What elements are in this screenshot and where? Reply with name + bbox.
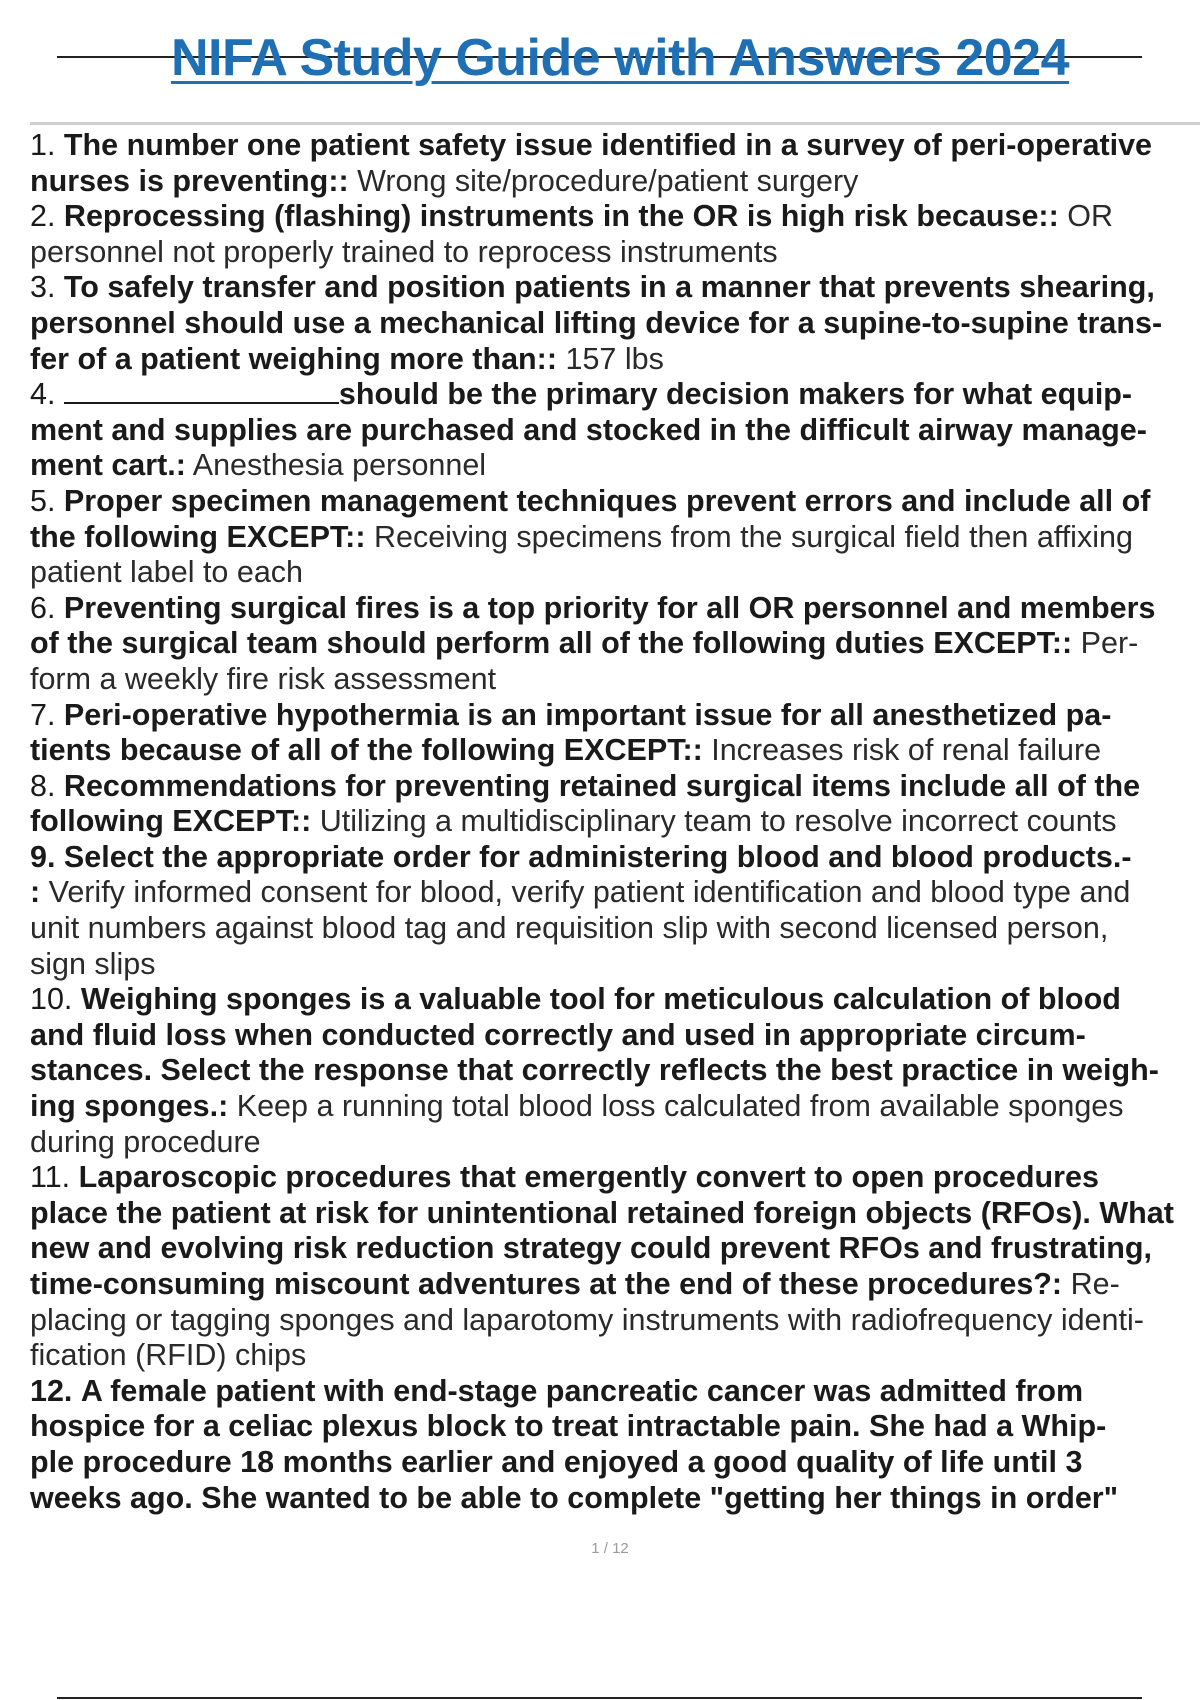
question-text: Select the appropriate order for administering blood and blood products.-	[63, 839, 1132, 874]
page-number: 1 / 12	[591, 1540, 629, 1557]
item-number: 3.	[30, 270, 56, 305]
question-text: Weighing sponges is a valuable tool for meticulous calculation of blood	[80, 982, 1121, 1017]
question-text: hospice for a celiac plexus block to treat intractable pain. She had a Whip-	[30, 1409, 1107, 1444]
item-number: 9.	[30, 839, 56, 874]
item-number: 6.	[30, 590, 56, 625]
question-text: :	[30, 875, 41, 910]
qa-item-2	[30, 199, 1200, 270]
bottom-rule	[57, 1697, 1142, 1699]
answer-text: Per-	[1080, 626, 1139, 661]
question-text: of the surgical team should perform all of the following duties EXCEPT::	[30, 626, 1073, 661]
answer-text: sign slips	[30, 946, 156, 981]
answer-text: OR	[1067, 199, 1113, 234]
item-number: 11.	[30, 1160, 71, 1195]
qa-item-6	[30, 591, 1200, 698]
question-text: fer of a patient weighing more than::	[30, 341, 557, 376]
item-number: 10.	[30, 982, 73, 1017]
question-text: following EXCEPT::	[30, 804, 312, 839]
question-text: Peri-operative hypothermia is an important issue for all anesthetized pa-	[63, 697, 1112, 732]
answer-text: personnel not properly trained to reprocess instruments	[30, 234, 778, 269]
question-text: Laparoscopic procedures that emergently convert to open procedures	[78, 1160, 1099, 1195]
question-text: ment and supplies are purchased and stocked in the difficult airway manage-	[30, 412, 1147, 447]
qa-item-10	[30, 982, 1200, 1160]
qa-item-7	[30, 698, 1200, 769]
qa-item-5	[30, 484, 1200, 591]
answer-text: patient label to each	[30, 555, 304, 590]
question-text: nurses is preventing::	[30, 163, 349, 198]
question-text: Proper specimen management techniques prevent errors and include all of	[63, 483, 1151, 518]
question-text: To safely transfer and position patients in a manner that prevents shearing,	[63, 270, 1155, 305]
question-text: ing sponges.:	[30, 1089, 229, 1124]
document-title: NIFA Study Guide with Answers 2024	[170, 29, 1070, 87]
answer-text: Verify informed consent for blood, verify patient identification and blood type and	[48, 875, 1131, 910]
qa-list	[30, 128, 1200, 1518]
question-text: ment cart.:	[30, 448, 186, 483]
qa-item-1	[30, 128, 1200, 199]
question-text: and fluid loss when conducted correctly and used in appropriate circum-	[30, 1017, 1086, 1052]
question-text: the following EXCEPT::	[30, 519, 366, 554]
item-number: 12.	[30, 1373, 73, 1408]
question-text: should be the primary decision makers for what equip-	[338, 377, 1133, 412]
item-number: 2.	[30, 199, 56, 234]
answer-text: Increases risk of renal failure	[711, 733, 1102, 768]
qa-item-3	[30, 270, 1200, 377]
question-text: place the patient at risk for unintentional retained foreign objects (RFOs). What	[30, 1195, 1174, 1230]
question-text: A female patient with end-stage pancreatic cancer was admitted from	[80, 1373, 1084, 1408]
answer-text: Keep a running total blood loss calculated from available sponges	[236, 1089, 1124, 1124]
question-text: The number one patient safety issue identified in a survey of peri-operative	[63, 128, 1153, 162]
question-text: time-consuming miscount adventures at the end of these procedures?:	[30, 1267, 1063, 1301]
answer-text: during procedure	[30, 1124, 261, 1159]
item-number: 1.	[30, 128, 56, 162]
answer-text: fication (RFID) chips	[30, 1338, 307, 1373]
qa-item-12	[30, 1374, 1200, 1516]
item-number: 7.	[30, 697, 56, 732]
question-text: weeks ago. She wanted to be able to complete "getting her things in order"	[30, 1480, 1119, 1515]
answer-text: Receiving specimens from the surgical field then affixing	[373, 519, 1133, 554]
item-number: 4.	[30, 377, 56, 412]
question-text: Reprocessing (flashing) instruments in the OR is high risk because::	[63, 199, 1059, 234]
question-text: Preventing surgical fires is a top priority for all OR personnel and members	[63, 590, 1156, 625]
question-text: Recommendations for preventing retained surgical items include all of the	[63, 768, 1141, 803]
item-number: 5.	[30, 483, 56, 518]
qa-item-8	[30, 769, 1200, 840]
question-text: stances. Select the response that correctly reflects the best practice in weigh-	[30, 1053, 1159, 1088]
item-number: 8.	[30, 768, 56, 803]
fill-in-blank-line	[64, 378, 339, 404]
qa-item-9	[30, 840, 1200, 982]
answer-text: 157 lbs	[565, 341, 664, 376]
answer-text: Wrong site/procedure/patient surgery	[357, 163, 859, 198]
answer-text: Anesthesia personnel	[192, 448, 487, 483]
answer-text: Re-	[1070, 1267, 1120, 1301]
question-text: tients because of all of the following EXCEPT::	[30, 733, 703, 768]
answer-text: form a weekly fire risk assessment	[30, 661, 497, 696]
question-text: new and evolving risk reduction strategy could prevent RFOs and frustrating,	[30, 1231, 1152, 1266]
title-divider	[30, 122, 1200, 125]
answer-text: unit numbers against blood tag and requisition slip with second licensed person,	[30, 911, 1109, 946]
answer-text: placing or tagging sponges and laparotomy instruments with radiofrequency identi-	[30, 1302, 1144, 1337]
qa-item-11	[30, 1160, 1200, 1374]
answer-text: Utilizing a multidisciplinary team to resolve incorrect counts	[319, 804, 1117, 839]
question-text: ple procedure 18 months earlier and enjoyed a good quality of life until 3	[30, 1444, 1083, 1479]
qa-item-4	[30, 377, 1200, 484]
question-text: personnel should use a mechanical lifting device for a supine-to-supine trans-	[30, 305, 1163, 340]
